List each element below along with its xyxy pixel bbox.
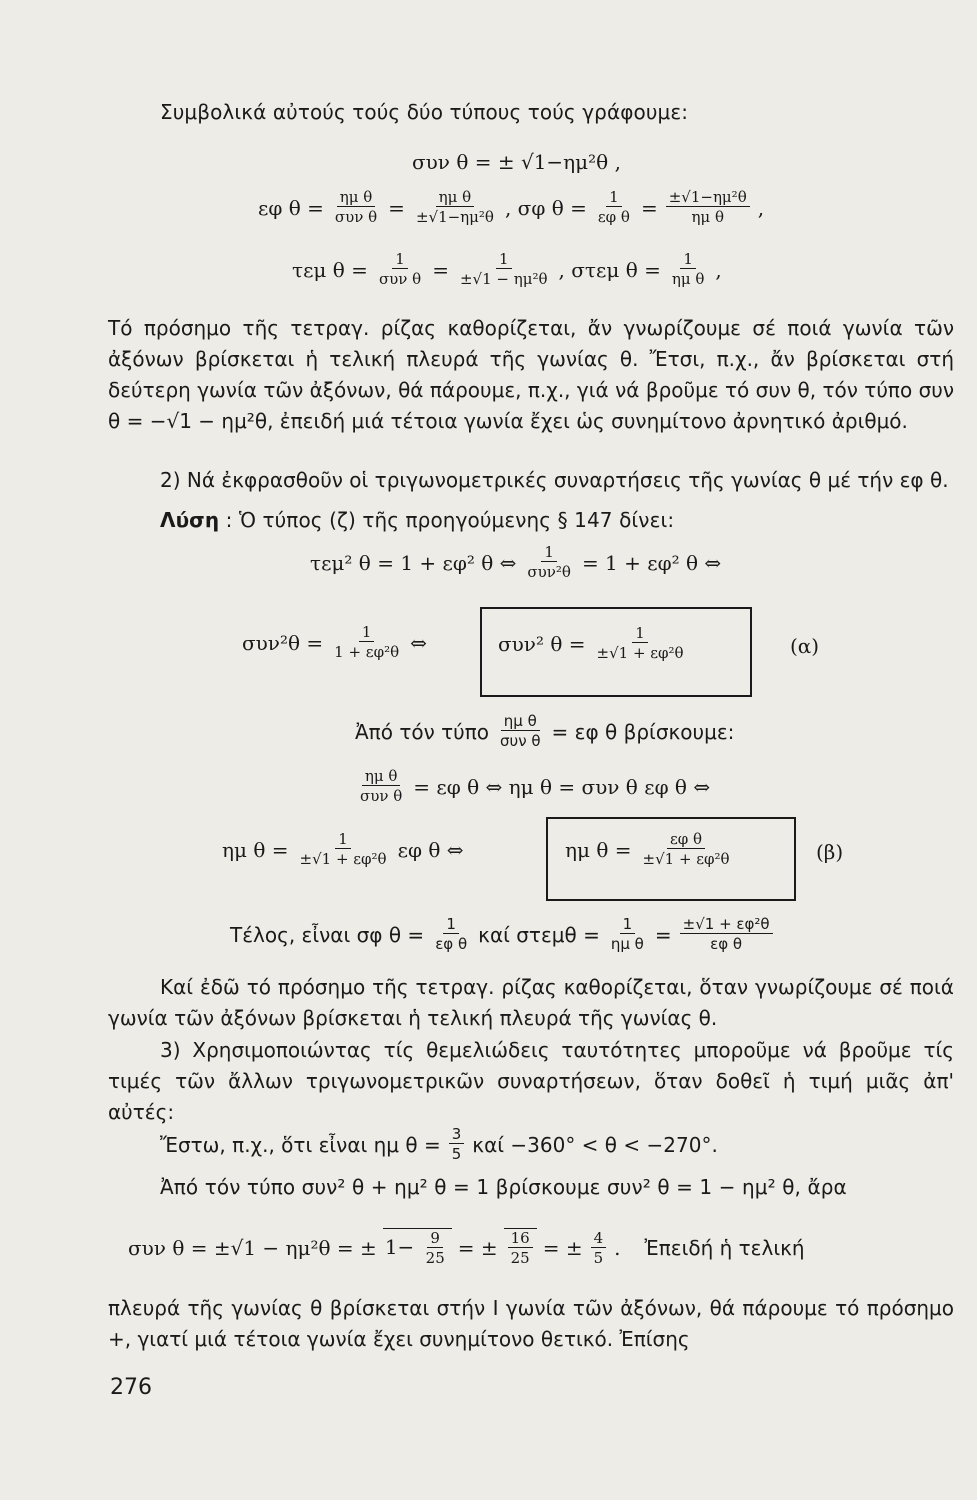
boxed-equation-beta [565,830,735,869]
eq3-fraction-2: $\frac{1}{\text{±√1 − ημ²θ}}$ [459,250,548,288]
eq10-post: καί −360° < θ < −270°. [472,1132,718,1157]
eq5-lhs: συν²θ = [242,630,324,655]
eq9-equals: = [654,922,672,947]
eq12-dot: . [614,1236,621,1260]
eq9-pre: Τέλος, εἶναι σφ θ = [230,922,425,947]
eq12-lhs: συν θ = ±√1 − ημ²θ = ± [128,1236,377,1260]
eq2-fraction-3: $\frac{1}{\text{εφ θ}}$ [597,188,630,226]
equation-sec-csc [292,250,722,289]
eq3-mid: , στεμ θ = [558,257,661,282]
eq4-fraction: $\frac{1}{\text{συν²θ}}$ [527,543,571,581]
eq2-lhs: εφ θ = [258,195,324,220]
eq6-fraction: $\frac{\text{ημ θ}}{\text{συν θ}}$ [500,712,541,750]
eq9-mid: καί στεμθ = [478,922,600,947]
eq3-fraction-3: $\frac{1}{\text{ημ θ}}$ [671,250,705,288]
paragraph-sign-note: Τό πρόσημο τῆς τετραγ. ρίζας καθορίζεται, ἄν γνωρίζουμε σέ ποιά γωνία τῶν ἀξόνων βρίσκεται ἡ τελική πλευρά τῆς γωνίας θ. Ἔτσι, π.χ., ἄν βρίσκεται στή δεύτερη γωνία τῶν ἀξόνων, θά πάρουμε, π.χ., γιά νά βροῦμε τό συν θ, τόν τύπο συν θ = −√1 − ημ²θ, ἐπειδή μιά τέτοια γωνία ἔχει ὡς συνημίτονο ἀρνητικό ἀριθμό. [108,316,954,433]
eq8-fraction: $\frac{1}{\text{±√1 + εφ²θ}}$ [299,830,387,868]
eq9-fraction-2: $\frac{1}{\text{ημ θ}}$ [610,915,644,953]
paragraph-item-2: 2) Νά ἐκφρασθοῦν οἱ τριγωνομετρικές συναρτήσεις τῆς γωνίας θ μέ τήν εφ θ. [160,468,949,492]
page-number: 276 [110,1375,152,1400]
eq9-fraction-1: $\frac{1}{\text{εφ θ}}$ [435,915,468,953]
eq3-equals: = [432,257,449,282]
eq9-fraction-3: $\frac{\text{±√1 + εφ²θ}}{\text{εφ θ}}$ [680,915,773,954]
equation-identity-line: Ἀπό τόν τύπο συν² θ + ημ² θ = 1 βρίσκουμε συν² θ = 1 − ημ² θ, ἄρα [160,1175,847,1199]
equation-cos-squared [242,623,427,662]
eq6-post: = εφ θ βρίσκουμε: [551,719,735,744]
solution-line [160,505,674,535]
eq3-end: , [715,257,722,282]
eq12-mid: = ± [457,1236,498,1260]
tag-alpha: (α) [790,634,820,658]
solution-label: Λύση [160,508,220,532]
equation-sin [222,830,463,869]
eq7-fraction: $\frac{\text{ημ θ}}{\text{συν θ}}$ [360,767,403,805]
tag-beta: (β) [816,840,844,864]
eq5-box-fraction: $\frac{1}{\text{±√1 + εφ²θ}}$ [596,624,684,662]
eq12-fraction-2: $\frac{16}{25}$ [508,1229,533,1268]
eq12-root-1: 1− $\frac{9}{25}$ [383,1228,452,1268]
eq8-box-fraction: $\frac{\text{εφ θ}}{\text{±√1 + εφ²θ}}$ [642,830,730,868]
equation-sec-squared [310,543,721,582]
eq2-equals: = [388,195,405,220]
eq3-fraction-1: $\frac{1}{\text{συν θ}}$ [378,250,422,288]
eq2-end: , [757,195,765,220]
equation-cos-root: συν θ = ± √1−ημ²θ , [412,150,621,174]
eq2-mid: , σφ θ = [504,195,587,220]
eq5-fraction: $\frac{1}{\text{1 + εφ²θ}}$ [334,623,400,661]
eq6-pre: Ἀπό τόν τύπο [355,719,490,744]
eq12-fraction-3: $\frac{4}{5}$ [591,1229,607,1268]
eq4-lhs: τεμ² θ = 1 + εφ² θ ⇔ [310,550,517,575]
equation-cos-value [128,1228,805,1268]
eq5-arrow: ⇔ [410,630,427,655]
paragraph-conclusion: πλευρά τῆς γωνίας θ βρίσκεται στήν Ι γωνία τῶν ἀξόνων, θά πάρουμε τό πρόσημο +, γιατί μιά τέτοια γωνία ἔχει συνημίτονο θετικό. Ἐπίσης [108,1296,954,1351]
equation-tan-cot [258,188,764,227]
eq2-equals-2: = [640,195,658,220]
solution-text: : Ὁ τύπος (ζ) τῆς προηγούμενης § 147 δίνει: [225,508,675,532]
eq4-rhs: = 1 + εφ² θ ⇔ [581,550,722,575]
equation-sin-tan [355,767,710,806]
eq12-mid-2: = ± [542,1236,583,1260]
equation-example [160,1125,718,1164]
eq12-post: Ἐπειδή ἡ τελική [644,1236,805,1260]
paragraph-item-3: 3) Χρησιμοποιώντας τίς θεμελιώδεις ταυτότητες μποροῦμε νά βροῦμε τίς τιμές τῶν ἄλλων τριγωνομετρικῶν συναρτήσεων, ὅταν δοθεῖ ἡ τιμή μιᾶς ἀπ' αὐτές: [108,1038,954,1124]
eq10-pre: Ἔστω, π.χ., ὅτι εἶναι ημ θ = [160,1132,441,1157]
eq8-mid: εφ θ ⇔ [397,837,464,862]
equation-from-formula [355,712,734,751]
eq3-lhs: τεμ θ = [292,257,368,282]
eq2-fraction-2: $\frac{\text{ημ θ}}{\text{±√1−ημ²θ}}$ [415,188,494,226]
eq5-box-lhs: συν² θ = [498,631,586,656]
eq12-fraction-1: $\frac{9}{25}$ [425,1229,445,1267]
eq2-fraction-4: $\frac{\text{±√1−ημ²θ}}{\text{ημ θ}}$ [666,188,750,227]
equation-cot-csc [230,915,775,954]
paragraph-sign-note-2: Καί ἐδῶ τό πρόσημο τῆς τετραγ. ρίζας καθορίζεται, ὅταν γνωρίζουμε σέ ποιά γωνία τῶν ἀξόνων βρίσκεται ἡ τελική πλευρά τῆς γωνίας θ. [108,975,954,1030]
eq8-box-lhs: ημ θ = [565,837,632,862]
eq8-lhs: ημ θ = [222,837,289,862]
eq7-rhs: = εφ θ ⇔ ημ θ = συν θ εφ θ ⇔ [413,774,711,799]
eq12-root-2 [504,1228,537,1268]
intro-line: Συμβολικά αὐτούς τούς δύο τύπους τούς γράφουμε: [160,100,689,124]
eq2-fraction-1: $\frac{\text{ημ θ}}{\text{συν θ}}$ [334,188,378,226]
eq10-fraction: $\frac{3}{5}$ [449,1125,465,1164]
boxed-equation-alpha [498,624,689,663]
